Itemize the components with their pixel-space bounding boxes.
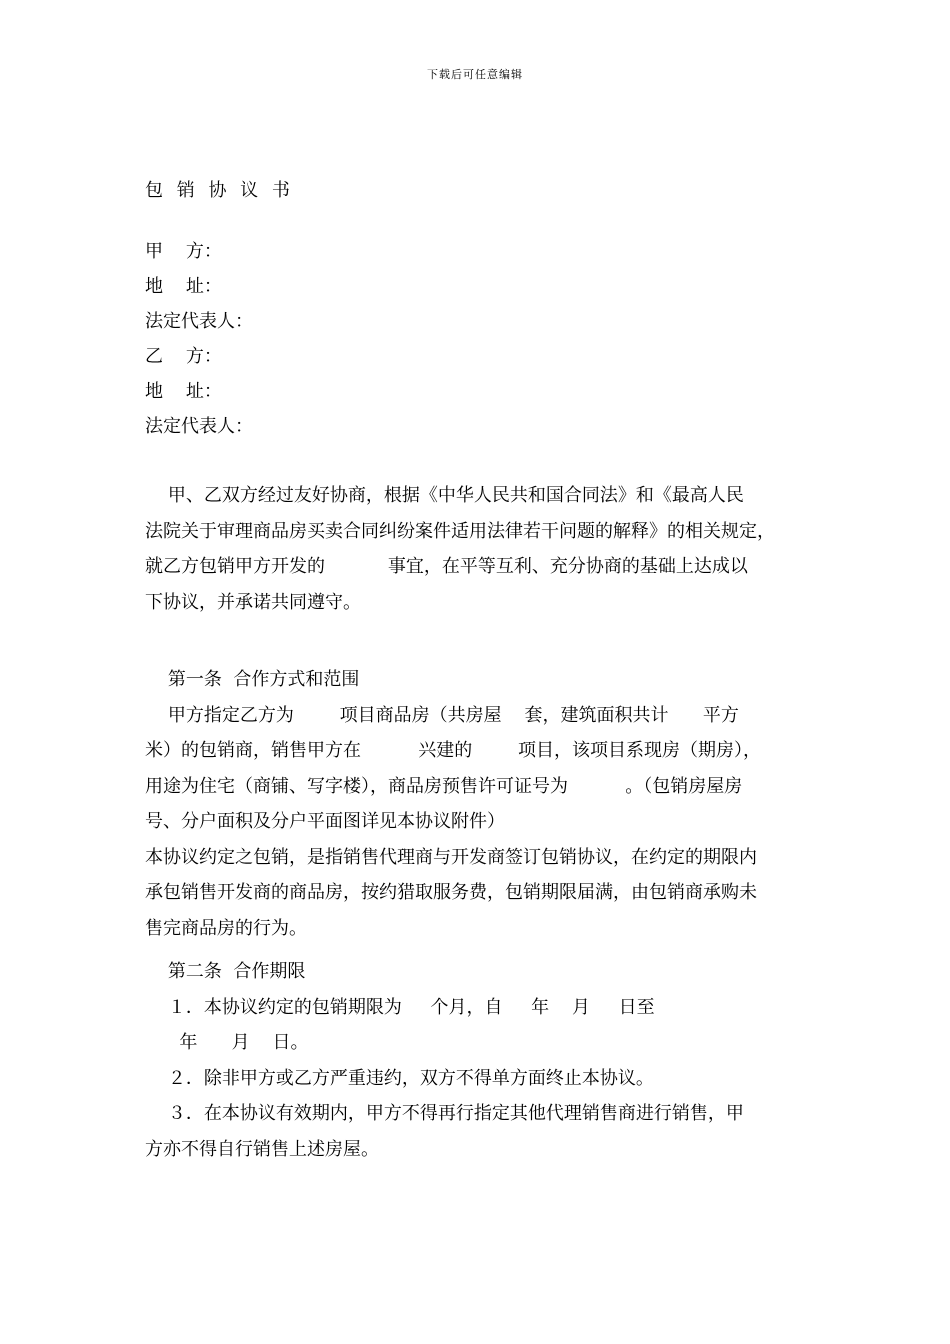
article-1-line: 本协议约定之包销，是指销售代理商与开发商签订包销协议，在约定的期限内 xyxy=(145,846,757,868)
article-2-line: ２．除非甲方或乙方严重违约，双方不得单方面终止本协议。 xyxy=(145,1067,654,1089)
party-b-representative-label: 法定代表人： xyxy=(145,416,253,437)
article-1-line: 承包销售开发商的商品房，按约猎取服务费，包销期限届满，由包销商承购未 xyxy=(145,882,757,903)
article-1-line: 用途为住宅（商铺、写字楼），商品房预售许可证号为 。（包销房屋房 xyxy=(145,775,743,797)
article-2 xyxy=(145,954,825,1167)
article-1-line: 售完商品房的行为。 xyxy=(145,917,307,939)
party-a-address-label: 地 址： xyxy=(145,276,222,297)
party-info-block xyxy=(145,234,253,444)
page-header-note: 下载后可任意编辑 xyxy=(427,68,523,81)
article-2-heading: 第二条 合作期限 xyxy=(145,961,306,982)
article-2-line: ３．在本协议有效期内，甲方不得再行指定其他代理销售商进行销售，甲 xyxy=(145,1103,744,1124)
intro-line: 法院关于审理商品房买卖合同纠纷案件适用法律若干问题的解释》的相关规定， xyxy=(145,520,775,542)
intro-line: 下协议，并承诺共同遵守。 xyxy=(145,591,361,613)
intro-line: 甲、乙双方经过友好协商，根据《中华人民共和国合同法》和《最高人民 xyxy=(145,485,744,506)
article-1-line: 甲方指定乙方为 项目商品房（共房屋 套，建筑面积共计 平方 xyxy=(145,704,739,726)
party-a-label: 甲 方： xyxy=(145,241,222,262)
party-b-label: 乙 方： xyxy=(145,346,222,367)
intro-line: 就乙方包销甲方开发的 事宜，在平等互利、充分协商的基础上达成以 xyxy=(145,556,748,577)
article-2-line: 方亦不得自行销售上述房屋。 xyxy=(145,1138,379,1160)
party-b-address-label: 地 址： xyxy=(145,381,222,402)
article-1 xyxy=(145,662,825,946)
article-2-line: 年 月 日。 xyxy=(145,1032,309,1053)
article-2-line: １．本协议约定的包销期限为 个月，自 年 月 日至 xyxy=(145,996,655,1018)
intro-paragraph xyxy=(145,478,825,620)
party-a-representative-label: 法定代表人： xyxy=(145,311,253,332)
article-1-line: 米）的包销商，销售甲方在 兴建的 项目，该项目系现房（期房）， xyxy=(145,740,761,761)
article-1-heading: 第一条 合作方式和范围 xyxy=(145,669,360,690)
document-title: 包 销 协 议 书 xyxy=(145,180,294,201)
article-1-line: 号、分户面积及分户平面图详见本协议附件） xyxy=(145,811,505,832)
